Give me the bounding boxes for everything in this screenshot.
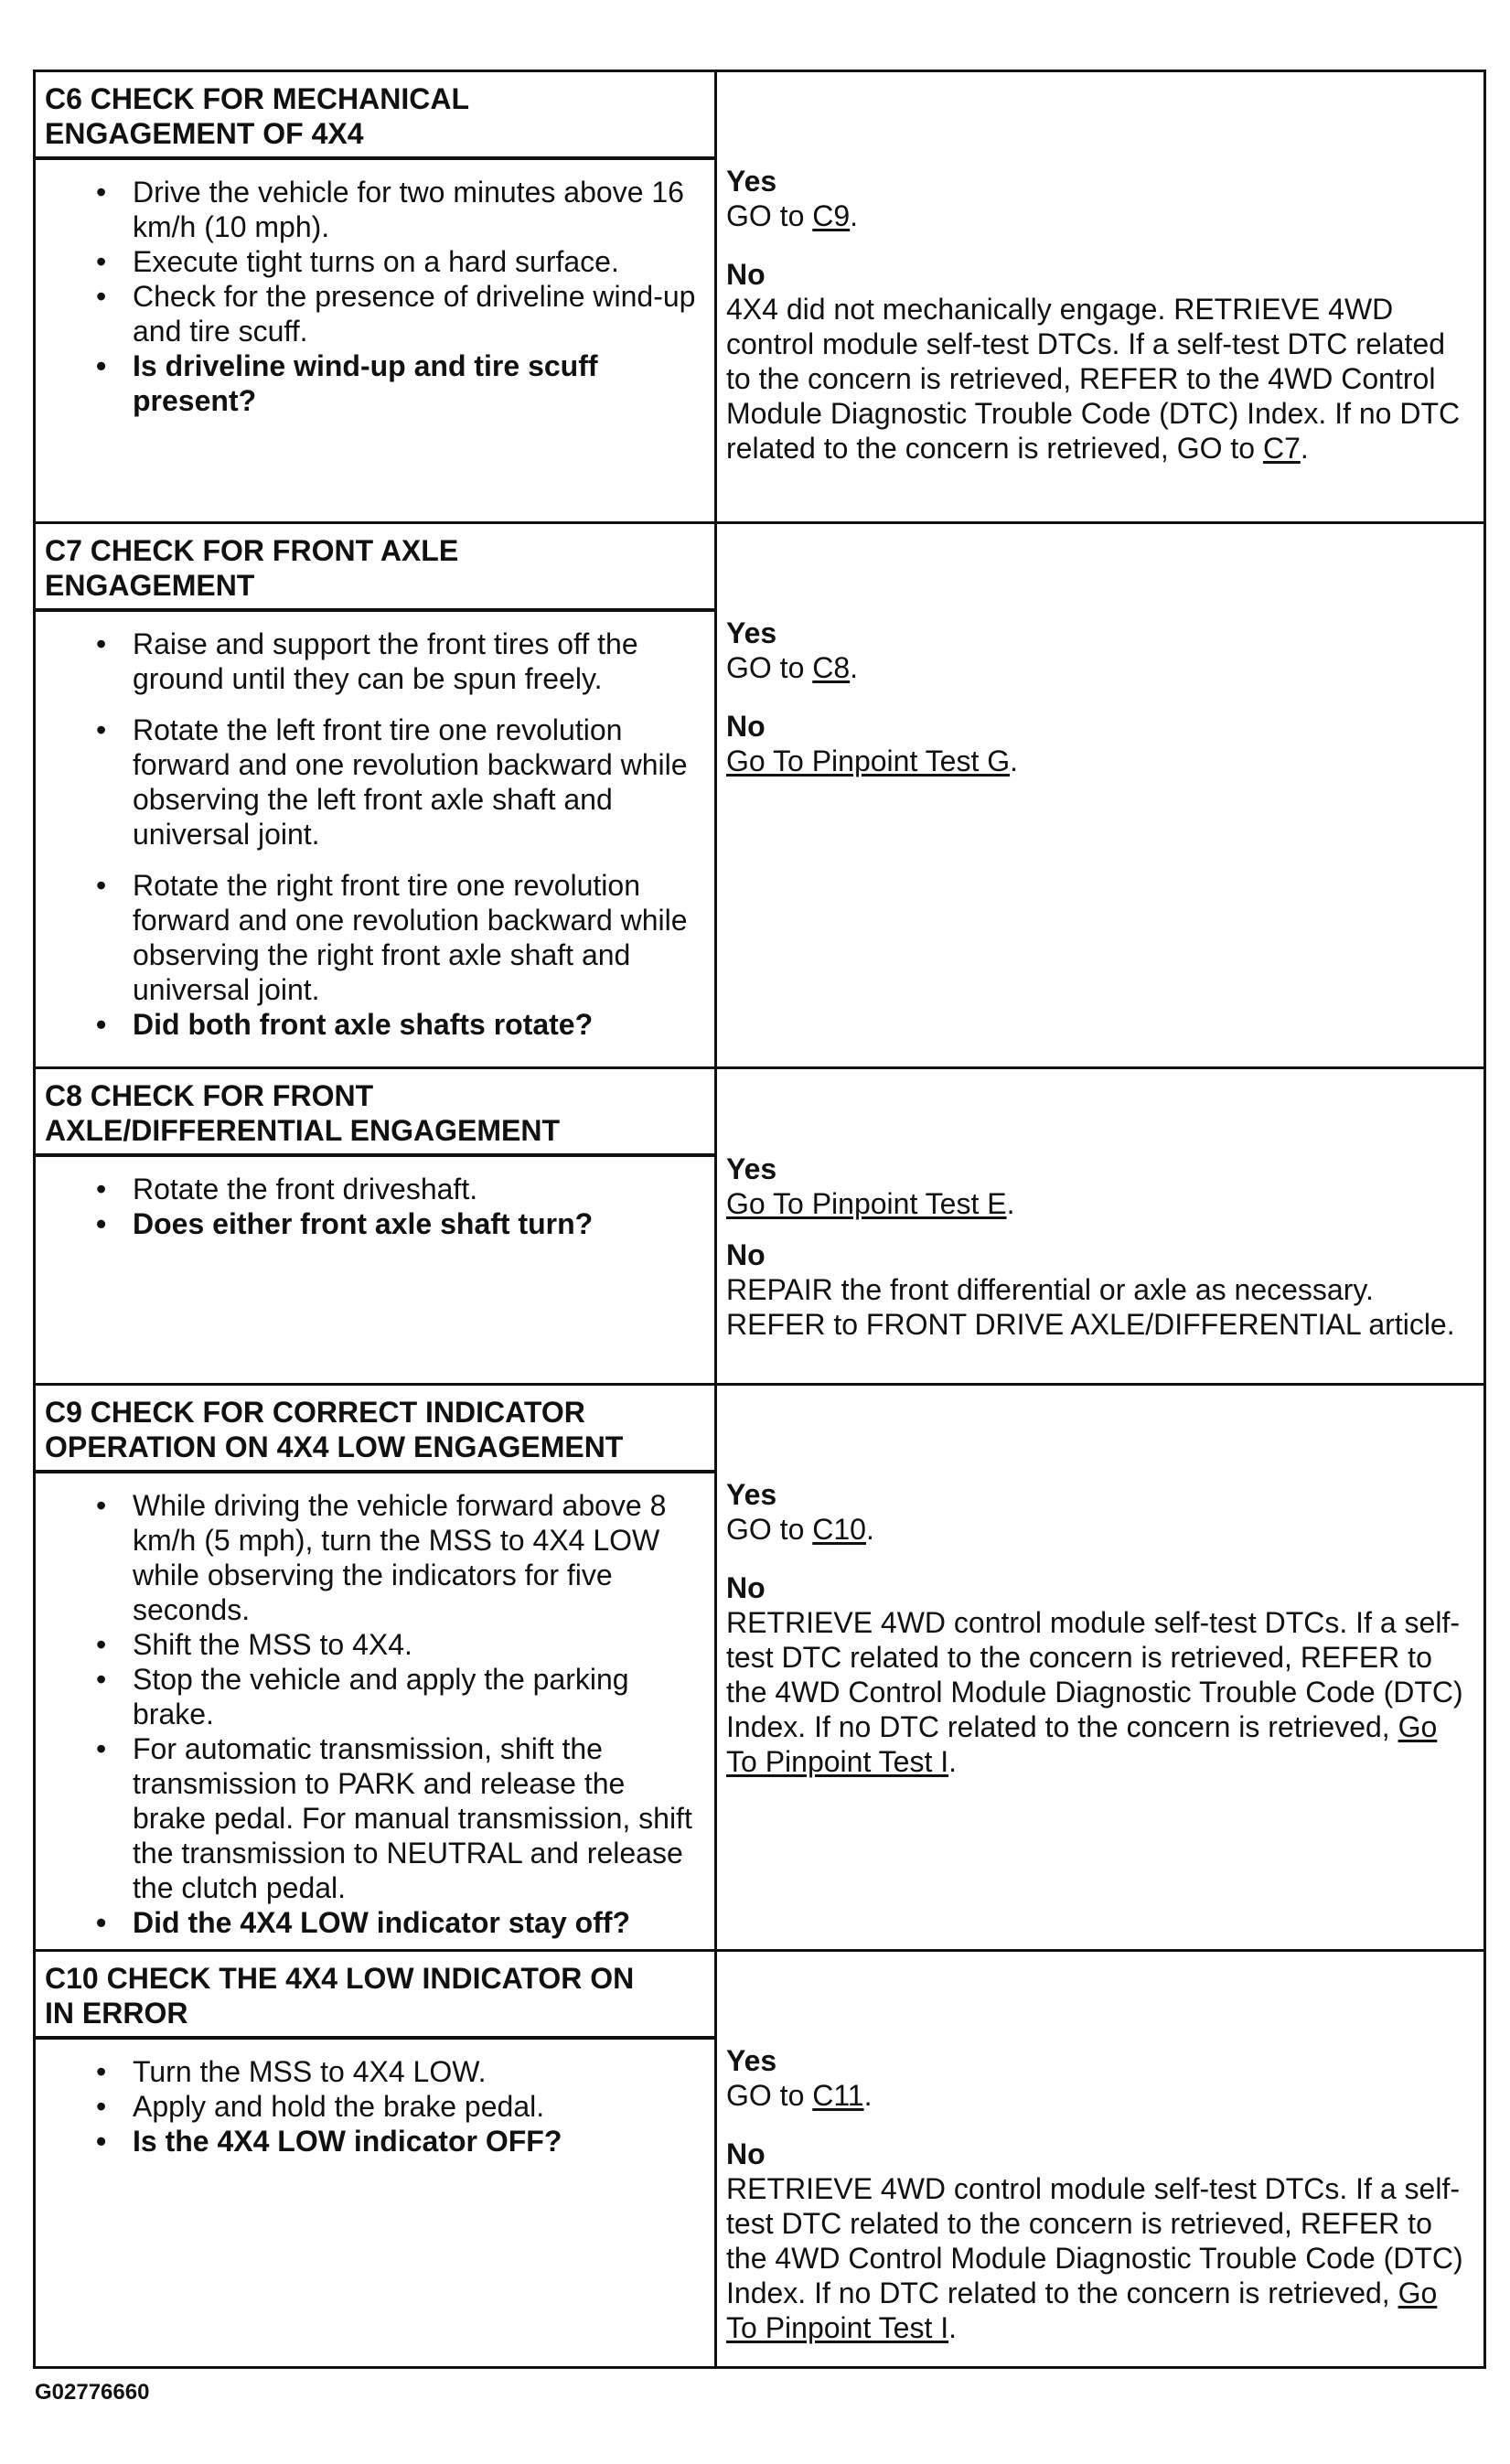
yes-label: Yes — [726, 2044, 777, 2077]
step-result-cell — [716, 1385, 1485, 1951]
yes-label: Yes — [726, 165, 777, 198]
no-label: No — [726, 710, 766, 743]
step-procedure-cell — [35, 1068, 716, 1385]
yes-link[interactable]: C9 — [812, 199, 851, 232]
no-suffix: . — [948, 1745, 957, 1778]
action-item: • Drive the vehicle for two minutes above 16 km/h (10 mph). — [63, 175, 705, 244]
diagnostic-table — [33, 70, 1486, 2369]
yes-suffix: . — [850, 199, 859, 232]
step-row-c8 — [35, 1068, 1485, 1385]
yes-block — [726, 616, 1474, 685]
step-result-cell — [716, 71, 1485, 523]
yes-label: Yes — [726, 1152, 777, 1185]
yes-block — [726, 2043, 1474, 2113]
no-link[interactable]: Go To Pinpoint Test G — [726, 745, 1011, 777]
step-row-c6 — [35, 71, 1485, 523]
no-suffix: . — [1300, 432, 1309, 465]
step-question: • Does either front axle shaft turn? — [63, 1206, 705, 1241]
no-text: RETRIEVE 4WD control module self-test DTCs. If a self-test DTC related to the concern is retrieved, REFER to the 4WD Control Module Diagnostic Trouble Code (DTC) Index. If no DTC related to the concern is retrieved, — [726, 1606, 1463, 1743]
no-label: No — [726, 2137, 766, 2170]
action-item: • Raise and support the front tires off the ground until they can be spun freely. — [63, 627, 705, 696]
no-link[interactable]: Go To Pinpoint Test I — [726, 1710, 1438, 1778]
step-question: • Is the 4X4 LOW indicator OFF? — [63, 2124, 705, 2159]
answers — [717, 524, 1483, 808]
yes-prefix: GO to — [726, 651, 813, 684]
step-row-c10 — [35, 1951, 1485, 2368]
no-text: 4X4 did not mechanically engage. RETRIEVE 4WD control module self-test DTCs. If a self-test DTC related to the concern is retrieved, REFER to the 4WD Control Module Diagnostic Trouble Code (DTC) Index. If no DTC related to the concern is retrieved, GO to — [726, 293, 1461, 465]
step-procedure-cell — [35, 71, 716, 523]
action-item: • Check for the presence of driveline wind-up and tire scuff. — [63, 279, 705, 348]
step-question: • Did the 4X4 LOW indicator stay off? — [63, 1905, 705, 1940]
action-item: • Shift the MSS to 4X4. — [63, 1627, 705, 1662]
no-block — [726, 1237, 1474, 1342]
yes-prefix: GO to — [726, 199, 813, 232]
no-link[interactable]: C7 — [1262, 432, 1301, 465]
yes-prefix: GO to — [726, 1513, 813, 1546]
action-list — [36, 160, 714, 427]
action-item: • Stop the vehicle and apply the parking brake. — [63, 1662, 705, 1731]
step-row-c9 — [35, 1385, 1485, 1951]
action-item: • For automatic transmission, shift the transmission to PARK and release the brake pedal. For manual transmission, shift the transmission to NEUTRAL and release the clutch pedal. — [63, 1731, 705, 1905]
no-block — [726, 2137, 1474, 2345]
no-text: RETRIEVE 4WD control module self-test DTCs. If a self-test DTC related to the concern is retrieved, REFER to the 4WD Control Module Diagnostic Trouble Code (DTC) Index. If no DTC related to the concern is retrieved, — [726, 2172, 1463, 2309]
step-question: • Is driveline wind-up and tire scuff present? — [63, 348, 705, 418]
yes-link[interactable]: C10 — [812, 1513, 866, 1546]
no-label: No — [726, 258, 766, 291]
step-procedure-cell — [35, 1951, 716, 2368]
action-item: • Rotate the right front tire one revolution forward and one revolution backward while observing the right front axle shaft and universal joint. — [63, 868, 705, 1007]
yes-link[interactable]: C8 — [812, 651, 851, 684]
step-procedure-cell — [35, 1385, 716, 1951]
step-heading: C7 CHECK FOR FRONT AXLE ENGAGEMENT — [36, 524, 714, 612]
action-item: • Turn the MSS to 4X4 LOW. — [63, 2054, 705, 2089]
yes-label: Yes — [726, 1478, 777, 1511]
answers — [717, 72, 1483, 495]
step-row-c7 — [35, 523, 1485, 1068]
action-item: • Apply and hold the brake pedal. — [63, 2089, 705, 2124]
yes-label: Yes — [726, 616, 777, 649]
action-item: • While driving the vehicle forward above 8 km/h (5 mph), turn the MSS to 4X4 LOW while observing the indicators for five seconds. — [63, 1488, 705, 1627]
answers — [717, 1386, 1483, 1808]
no-text: REPAIR the front differential or axle as necessary. REFER to FRONT DRIVE AXLE/DIFFERENTIAL article. — [726, 1273, 1455, 1341]
no-block — [726, 709, 1474, 778]
action-item: • Rotate the front driveshaft. — [63, 1172, 705, 1206]
no-block — [726, 1570, 1474, 1779]
no-suffix: . — [948, 2311, 957, 2344]
figure-code: G02776660 — [35, 2380, 150, 2405]
step-question: • Did both front axle shafts rotate? — [63, 1007, 705, 1042]
action-list — [36, 1473, 714, 1949]
answers — [717, 1952, 1483, 2351]
yes-link[interactable]: C11 — [812, 2079, 864, 2112]
action-item: • Rotate the left front tire one revolution forward and one revolution backward while observing the left front axle shaft and universal joint. — [63, 712, 705, 852]
step-heading: C10 CHECK THE 4X4 LOW INDICATOR ON IN ERROR — [36, 1952, 714, 2040]
yes-suffix: . — [863, 2079, 873, 2112]
answers — [717, 1069, 1483, 1347]
action-item: • Execute tight turns on a hard surface. — [63, 244, 705, 279]
step-heading: C6 CHECK FOR MECHANICAL ENGAGEMENT OF 4X4 — [36, 72, 714, 160]
yes-link[interactable]: Go To Pinpoint Test E — [726, 1187, 1007, 1220]
yes-suffix: . — [865, 1513, 874, 1546]
step-result-cell — [716, 1068, 1485, 1385]
step-heading: C9 CHECK FOR CORRECT INDICATOR OPERATION ON 4X4 LOW ENGAGEMENT — [36, 1386, 714, 1473]
action-list — [36, 612, 714, 1051]
action-list — [36, 1157, 714, 1250]
yes-suffix: . — [1006, 1187, 1015, 1220]
yes-block — [726, 164, 1474, 233]
no-suffix: . — [1010, 745, 1018, 777]
no-block — [726, 257, 1474, 466]
step-heading: C8 CHECK FOR FRONT AXLE/DIFFERENTIAL ENGAGEMENT — [36, 1069, 714, 1157]
yes-block — [726, 1477, 1474, 1547]
step-result-cell — [716, 1951, 1485, 2368]
yes-prefix: GO to — [726, 2079, 813, 2112]
no-label: No — [726, 1571, 766, 1604]
no-label: No — [726, 1238, 766, 1271]
no-link[interactable]: Go To Pinpoint Test I — [726, 2277, 1438, 2344]
step-procedure-cell — [35, 523, 716, 1068]
yes-block — [726, 1152, 1474, 1221]
yes-suffix: . — [850, 651, 859, 684]
action-list — [36, 2040, 714, 2168]
step-result-cell — [716, 523, 1485, 1068]
